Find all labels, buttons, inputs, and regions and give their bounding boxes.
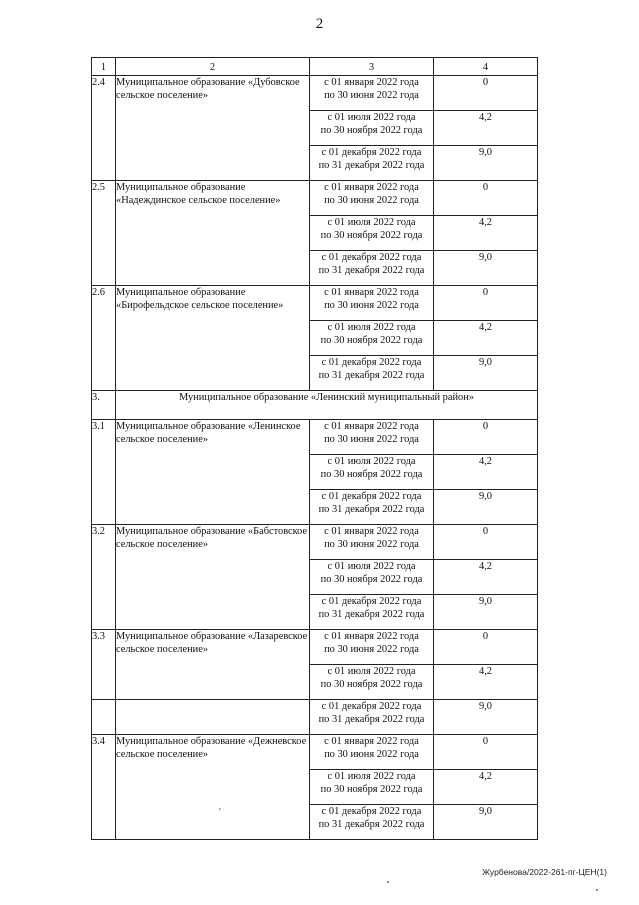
table-row bbox=[92, 76, 538, 111]
header-cell: 1 bbox=[92, 58, 116, 76]
period-cell bbox=[310, 770, 434, 805]
value-cell: 0 bbox=[434, 735, 538, 770]
period-end: по 31 декабря 2022 года bbox=[318, 819, 425, 830]
value-cell: 0 bbox=[434, 525, 538, 560]
municipality-name: Муниципальное образование «Дубовское сельское поселение» bbox=[116, 76, 310, 181]
period-end: по 30 июня 2022 года bbox=[324, 434, 419, 445]
value-cell: 0 bbox=[434, 420, 538, 455]
period-end: по 30 ноября 2022 года bbox=[320, 574, 423, 585]
header-cell: 3 bbox=[310, 58, 434, 76]
municipality-name: Муниципальное образование «Дежневское сельское поселение» bbox=[116, 735, 310, 840]
value-cell: 4,2 bbox=[434, 321, 538, 356]
page-number: 2 bbox=[315, 16, 324, 32]
period-start: с 01 января 2022 года bbox=[324, 182, 419, 193]
value-cell: 0 bbox=[434, 181, 538, 216]
value-cell: 4,2 bbox=[434, 216, 538, 251]
period-end: по 30 июня 2022 года bbox=[324, 300, 419, 311]
period-end: по 30 ноября 2022 года bbox=[320, 469, 423, 480]
municipality-name: Муниципальное образование «Бабстовское сельское поселение» bbox=[116, 525, 310, 630]
table-row bbox=[92, 630, 538, 665]
period-start: с 01 декабря 2022 года bbox=[321, 806, 422, 817]
scan-speck bbox=[387, 881, 389, 883]
period-start: с 01 июля 2022 года bbox=[327, 112, 416, 123]
row-number: 3.2 bbox=[92, 525, 116, 630]
value-cell: 0 bbox=[434, 286, 538, 321]
period-start: с 01 декабря 2022 года bbox=[321, 252, 422, 263]
header-cell: 4 bbox=[434, 58, 538, 76]
period-cell bbox=[310, 356, 434, 391]
value-cell: 4,2 bbox=[434, 770, 538, 805]
period-end: по 30 ноября 2022 года bbox=[320, 125, 423, 136]
period-start: с 01 декабря 2022 года bbox=[321, 701, 422, 712]
period-cell bbox=[310, 76, 434, 111]
empty-cell bbox=[116, 700, 310, 735]
empty-cell bbox=[92, 700, 116, 735]
tariff-table bbox=[91, 57, 538, 840]
value-cell: 4,2 bbox=[434, 111, 538, 146]
period-start: с 01 июля 2022 года bbox=[327, 561, 416, 572]
value-cell: 9,0 bbox=[434, 490, 538, 525]
period-cell bbox=[310, 146, 434, 181]
period-start: с 01 декабря 2022 года bbox=[321, 491, 422, 502]
period-end: по 31 декабря 2022 года bbox=[318, 714, 425, 725]
row-number: 2.4 bbox=[92, 76, 116, 181]
period-cell bbox=[310, 595, 434, 630]
table-row bbox=[92, 420, 538, 455]
period-end: по 31 декабря 2022 года bbox=[318, 265, 425, 276]
municipality-name: Муниципальное образование «Ленинское сельское поселение» bbox=[116, 420, 310, 525]
header-cell: 2 bbox=[116, 58, 310, 76]
period-cell bbox=[310, 420, 434, 455]
section-row bbox=[92, 391, 538, 420]
period-start: с 01 декабря 2022 года bbox=[321, 147, 422, 158]
period-end: по 30 июня 2022 года bbox=[324, 195, 419, 206]
row-number: 3.3 bbox=[92, 630, 116, 700]
period-start: с 01 июля 2022 года bbox=[327, 322, 416, 333]
period-cell bbox=[310, 560, 434, 595]
period-cell bbox=[310, 321, 434, 356]
period-cell bbox=[310, 181, 434, 216]
section-number: 3. bbox=[92, 391, 116, 420]
period-end: по 30 ноября 2022 года bbox=[320, 679, 423, 690]
period-start: с 01 декабря 2022 года bbox=[321, 596, 422, 607]
period-cell bbox=[310, 805, 434, 840]
table-row bbox=[92, 525, 538, 560]
period-start: с 01 января 2022 года bbox=[324, 287, 419, 298]
period-end: по 31 декабря 2022 года bbox=[318, 160, 425, 171]
period-start: с 01 января 2022 года bbox=[324, 421, 419, 432]
period-cell bbox=[310, 455, 434, 490]
period-start: с 01 января 2022 года bbox=[324, 526, 419, 537]
table-row bbox=[92, 181, 538, 216]
municipality-name: Муниципальное образование «Лазаревское сельское поселение» bbox=[116, 630, 310, 700]
row-number: 3.4 bbox=[92, 735, 116, 840]
value-cell: 4,2 bbox=[434, 560, 538, 595]
stray-mark: ' bbox=[219, 807, 221, 818]
value-cell: 9,0 bbox=[434, 805, 538, 840]
period-start: с 01 июля 2022 года bbox=[327, 771, 416, 782]
period-start: с 01 июля 2022 года bbox=[327, 456, 416, 467]
value-cell: 4,2 bbox=[434, 455, 538, 490]
document-code: Журбенова/2022-261-пг-ЦЕН(1) bbox=[482, 867, 607, 877]
table-row bbox=[92, 700, 538, 735]
period-end: по 30 ноября 2022 года bbox=[320, 230, 423, 241]
section-title: Муниципальное образование «Ленинский муниципальный район» bbox=[116, 391, 538, 420]
municipality-name: Муниципальное образование «Надеждинское сельское поселение» bbox=[116, 181, 310, 286]
period-end: по 31 декабря 2022 года bbox=[318, 609, 425, 620]
period-cell bbox=[310, 111, 434, 146]
row-number: 3.1 bbox=[92, 420, 116, 525]
period-cell bbox=[310, 630, 434, 665]
period-cell bbox=[310, 735, 434, 770]
period-end: по 30 июня 2022 года bbox=[324, 749, 419, 760]
value-cell: 9,0 bbox=[434, 146, 538, 181]
value-cell: 9,0 bbox=[434, 595, 538, 630]
scan-speck bbox=[596, 889, 598, 891]
period-cell bbox=[310, 216, 434, 251]
period-end: по 30 июня 2022 года bbox=[324, 644, 419, 655]
value-cell: 0 bbox=[434, 76, 538, 111]
table-row bbox=[92, 286, 538, 321]
value-cell: 4,2 bbox=[434, 665, 538, 700]
period-cell bbox=[310, 490, 434, 525]
table-header-row bbox=[92, 58, 538, 76]
value-cell: 9,0 bbox=[434, 251, 538, 286]
period-start: с 01 июля 2022 года bbox=[327, 666, 416, 677]
period-end: по 31 декабря 2022 года bbox=[318, 504, 425, 515]
value-cell: 0 bbox=[434, 630, 538, 665]
municipality-name: Муниципальное образование «Бирофельдское сельское поселение» bbox=[116, 286, 310, 391]
period-cell bbox=[310, 665, 434, 700]
period-cell bbox=[310, 700, 434, 735]
value-cell: 9,0 bbox=[434, 700, 538, 735]
value-cell: 9,0 bbox=[434, 356, 538, 391]
period-end: по 31 декабря 2022 года bbox=[318, 370, 425, 381]
period-end: по 30 ноября 2022 года bbox=[320, 784, 423, 795]
period-cell bbox=[310, 251, 434, 286]
row-number: 2.5 bbox=[92, 181, 116, 286]
period-start: с 01 июля 2022 года bbox=[327, 217, 416, 228]
period-start: с 01 января 2022 года bbox=[324, 736, 419, 747]
table-row bbox=[92, 735, 538, 770]
period-end: по 30 июня 2022 года bbox=[324, 539, 419, 550]
period-cell bbox=[310, 286, 434, 321]
row-number: 2.6 bbox=[92, 286, 116, 391]
period-end: по 30 июня 2022 года bbox=[324, 90, 419, 101]
period-end: по 30 ноября 2022 года bbox=[320, 335, 423, 346]
period-start: с 01 января 2022 года bbox=[324, 77, 419, 88]
period-cell bbox=[310, 525, 434, 560]
period-start: с 01 декабря 2022 года bbox=[321, 357, 422, 368]
period-start: с 01 января 2022 года bbox=[324, 631, 419, 642]
